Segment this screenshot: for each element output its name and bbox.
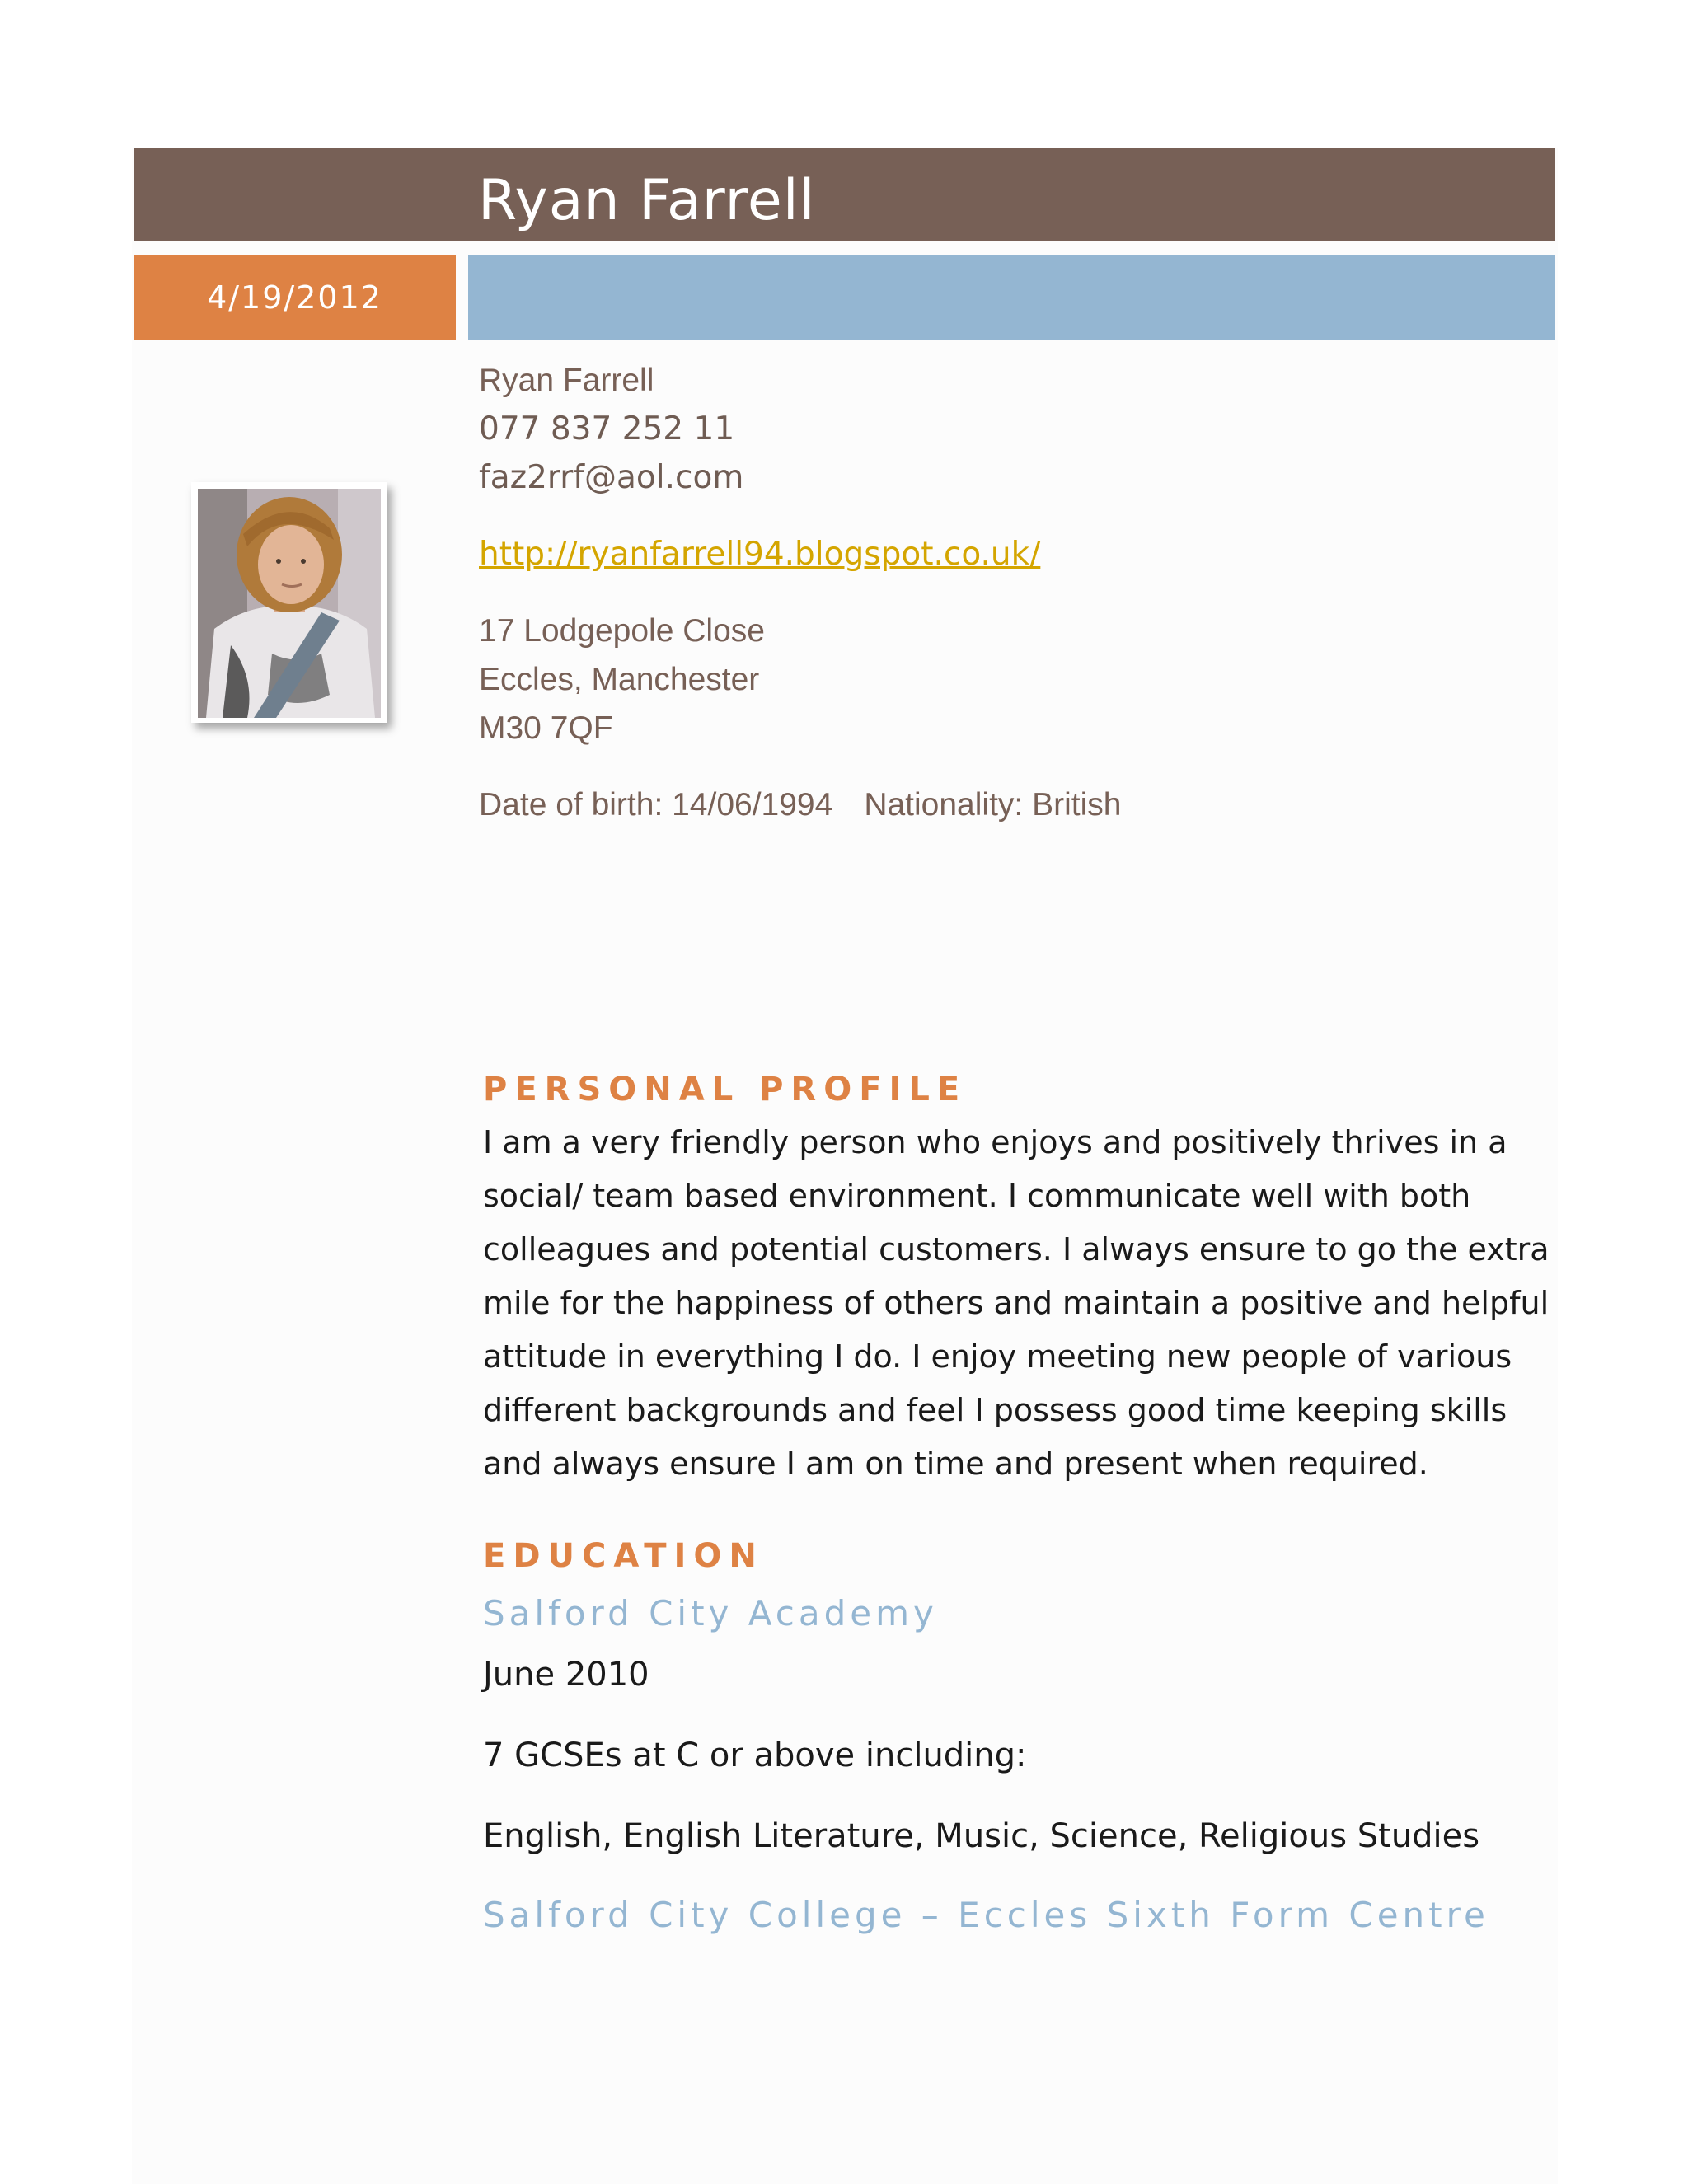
contact-block bbox=[479, 356, 1509, 829]
profile-line: mile for the happiness of others and maintain a positive and helpful bbox=[483, 1285, 1550, 1321]
school-name: Salford City Academy bbox=[483, 1593, 938, 1633]
nationality: Nationality: British bbox=[864, 787, 1122, 823]
profile-line: social/ team based environment. I communicate well with both bbox=[483, 1178, 1471, 1214]
contact-email[interactable]: faz2rrf@aol.com bbox=[479, 459, 744, 496]
education-subjects: English, English Literature, Music, Science, Religious Studies bbox=[483, 1817, 1480, 1855]
profile-line: different backgrounds and feel I possess good time keeping skills bbox=[483, 1392, 1507, 1428]
website-link[interactable]: http://ryanfarrell94.blogspot.co.uk/ bbox=[479, 536, 1041, 573]
education-summary: 7 GCSEs at C or above including: bbox=[483, 1736, 1027, 1774]
contact-phone: 077 837 252 11 bbox=[479, 410, 735, 448]
main-content bbox=[483, 1063, 1550, 1942]
avatar bbox=[191, 482, 387, 723]
profile-line: attitude in everything I do. I enjoy meeting new people of various bbox=[483, 1338, 1512, 1375]
profile-line: and always ensure I am on time and present when required. bbox=[483, 1446, 1428, 1482]
profile-text bbox=[483, 1116, 1550, 1491]
profile-heading: PERSONAL PROFILE bbox=[483, 1071, 968, 1108]
profile-line: I am a very friendly person who enjoys and positively thrives in a bbox=[483, 1124, 1507, 1160]
education-heading: EDUCATION bbox=[483, 1537, 764, 1575]
address-line-1: 17 Lodgepole Close bbox=[479, 613, 765, 649]
profile-line: colleagues and potential customers. I always ensure to go the extra bbox=[483, 1231, 1550, 1268]
page-title: Ryan Farrell bbox=[478, 168, 816, 233]
contact-name: Ryan Farrell bbox=[479, 363, 654, 398]
date-badge: 4/19/2012 bbox=[134, 255, 456, 340]
date-of-birth: Date of birth: 14/06/1994 bbox=[479, 787, 833, 823]
accent-bar bbox=[468, 255, 1555, 340]
school-name: Salford City College – Eccles Sixth Form Centre bbox=[483, 1895, 1489, 1935]
profile-photo bbox=[198, 489, 381, 718]
address-line-3: M30 7QF bbox=[479, 710, 613, 746]
address-line-2: Eccles, Manchester bbox=[479, 662, 760, 697]
name-banner bbox=[134, 148, 1555, 241]
education-date: June 2010 bbox=[483, 1656, 649, 1694]
